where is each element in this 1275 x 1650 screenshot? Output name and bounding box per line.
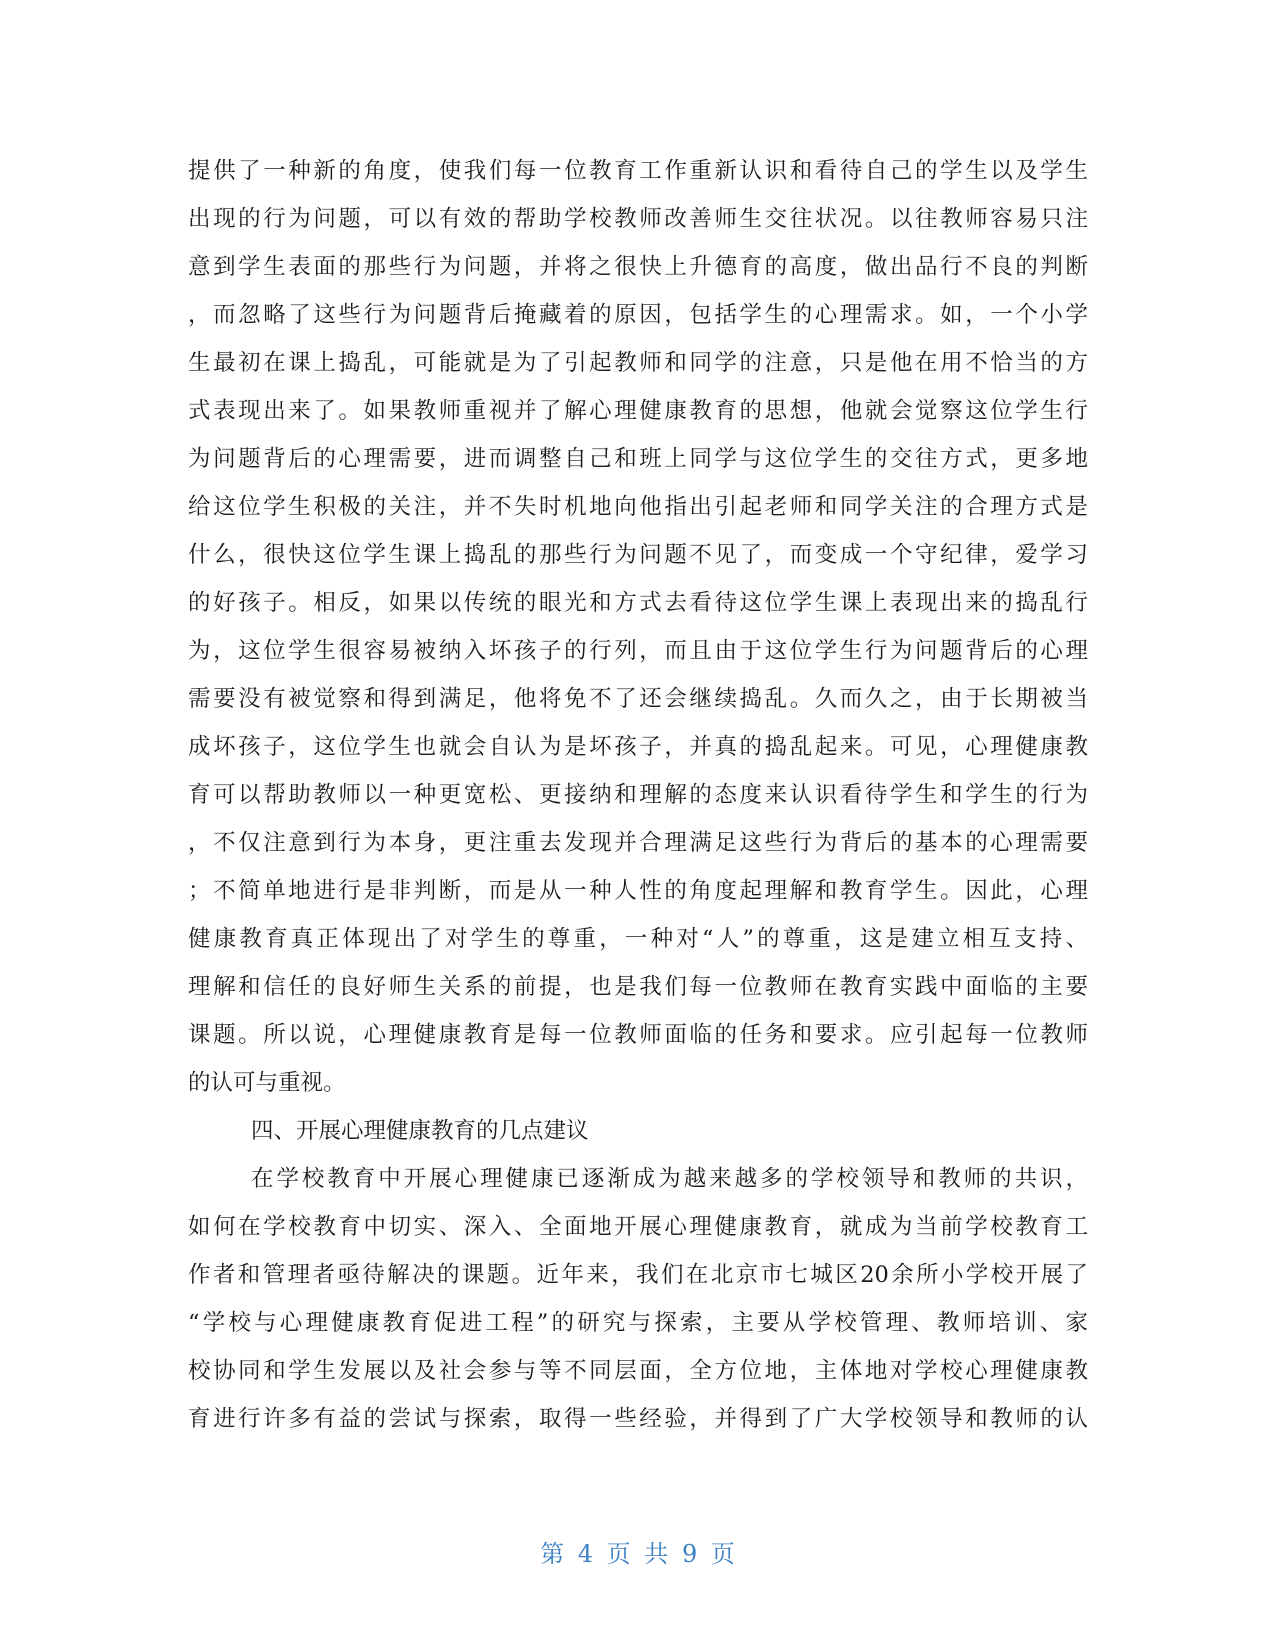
- text-line: ，而忽略了这些行为问题背后掩藏着的原因，包括学生的心理需求。如，一个小学: [188, 302, 1088, 328]
- text-line: 提供了一种新的角度，使我们每一位教育工作重新认识和看待自己的学生以及学生: [188, 158, 1088, 184]
- text-line: ，不仅注意到行为本身，更注重去发现并合理满足这些行为背后的基本的心理需要: [188, 830, 1088, 856]
- text-line: 育进行许多有益的尝试与探索，取得一些经验，并得到了广大学校领导和教师的认: [188, 1406, 1088, 1432]
- text-line: 如何在学校教育中切实、深入、全面地开展心理健康教育，就成为当前学校教育工: [188, 1214, 1088, 1240]
- text-line: 健康教育真正体现出了对学生的尊重，一种对“人”的尊重，这是建立相互支持、: [188, 926, 1088, 952]
- text-line: 生最初在课上捣乱，可能就是为了引起教师和同学的注意，只是他在用不恰当的方: [188, 350, 1088, 376]
- text-line: 的好孩子。相反，如果以传统的眼光和方式去看待这位学生课上表现出来的捣乱行: [188, 590, 1088, 616]
- paragraph-1: [188, 147, 1088, 1107]
- text-line: “学校与心理健康教育促进工程”的研究与探索，主要从学校管理、教师培训、家: [188, 1310, 1088, 1336]
- text-line: 为，这位学生很容易被纳入坏孩子的行列，而且由于这位学生行为问题背后的心理: [188, 638, 1088, 664]
- document-body: [188, 147, 1088, 1443]
- text-line: 校协同和学生发展以及社会参与等不同层面，全方位地，主体地对学校心理健康教: [188, 1358, 1088, 1384]
- text-line: 需要没有被觉察和得到满足，他将免不了还会继续捣乱。久而久之，由于长期被当: [188, 686, 1088, 712]
- text-line: 课题。所以说，心理健康教育是每一位教师面临的任务和要求。应引起每一位教师: [188, 1022, 1088, 1048]
- text-line: ；不简单地进行是非判断，而是从一种人性的角度起理解和教育学生。因此，心理: [188, 878, 1088, 904]
- section-heading: 四、开展心理健康教育的几点建议: [251, 1118, 589, 1144]
- text-line: 意到学生表面的那些行为问题，并将之很快上升德育的高度，做出品行不良的判断: [188, 254, 1088, 280]
- text-line: 成坏孩子，这位学生也就会自认为是坏孩子，并真的捣乱起来。可见，心理健康教: [188, 734, 1088, 760]
- text-line: 给这位学生积极的关注，并不失时机地向他指出引起老师和同学关注的合理方式是: [188, 494, 1088, 520]
- text-line: 什么，很快这位学生课上捣乱的那些行为问题不见了，而变成一个守纪律，爱学习: [188, 542, 1088, 568]
- text-line: 为问题背后的心理需要，进而调整自己和班上同学与这位学生的交往方式，更多地: [188, 446, 1088, 472]
- text-line: 在学校教育中开展心理健康已逐渐成为越来越多的学校领导和教师的共识，: [251, 1166, 1088, 1192]
- text-line: 育可以帮助教师以一种更宽松、更接纳和理解的态度来认识看待学生和学生的行为: [188, 782, 1088, 808]
- page-number-footer: 第 4 页 共 9 页: [540, 1540, 735, 1568]
- text-line: 出现的行为问题，可以有效的帮助学校教师改善师生交往状况。以往教师容易只注: [188, 206, 1088, 232]
- paragraph-2: [188, 1155, 1088, 1443]
- text-line: 的认可与重视。: [188, 1070, 346, 1096]
- text-line: 式表现出来了。如果教师重视并了解心理健康教育的思想，他就会觉察这位学生行: [188, 398, 1088, 424]
- text-line: 作者和管理者亟待解决的课题。近年来，我们在北京市七城区20余所小学校开展了: [188, 1262, 1088, 1288]
- text-line: 理解和信任的良好师生关系的前提，也是我们每一位教师在教育实践中面临的主要: [188, 974, 1088, 1000]
